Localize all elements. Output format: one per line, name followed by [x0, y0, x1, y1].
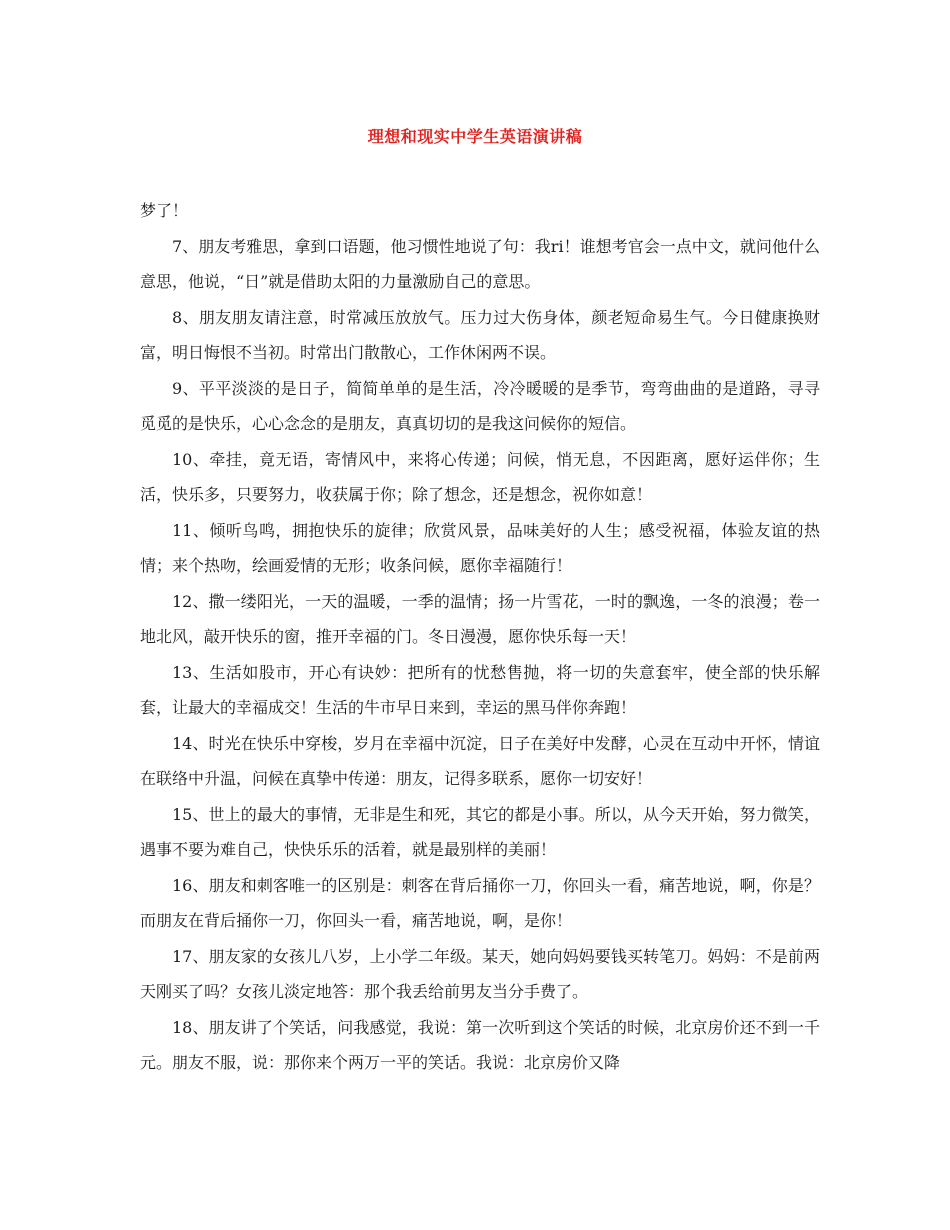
paragraph: 9、平平淡淡的是日子，简简单单的是生活，冷冷暖暖的是季节，弯弯曲曲的是道路，寻寻觅觅的是快乐，心心念念的是朋友，真真切切的是我这问候你的短信。 [140, 378, 820, 433]
paragraph: 18、朋友讲了个笑话，问我感觉，我说：第一次听到这个笑话的时候，北京房价还不到一千元。朋友不服，说：那你来个两万一平的笑话。我说：北京房价又降 [140, 1017, 820, 1072]
paragraph: 12、撒一缕阳光，一天的温暖，一季的温情；扬一片雪花，一时的飘逸，一冬的浪漫；卷一地北风，敲开快乐的窗，推开幸福的门。冬日漫漫，愿你快乐每一天！ [140, 591, 820, 646]
paragraph: 8、朋友朋友请注意，时常减压放放气。压力过大伤身体，颜老短命易生气。今日健康换财富，明日悔恨不当初。时常出门散散心，工作休闲两不误。 [140, 307, 820, 362]
paragraph: 15、世上的最大的事情，无非是生和死，其它的都是小事。所以，从今天开始，努力微笑，遇事不要为难自己，快快乐乐的活着，就是最别样的美丽！ [140, 804, 820, 859]
paragraph: 7、朋友考雅思，拿到口语题，他习惯性地说了句：我ri！谁想考官会一点中文，就问他什么意思，他说，“日”就是借助太阳的力量激励自己的意思。 [140, 236, 820, 291]
document-body [140, 193, 820, 1081]
paragraph: 梦了！ [140, 201, 189, 220]
paragraph: 11、倾听鸟鸣，拥抱快乐的旋律；欣赏风景，品味美好的人生；感受祝福，体验友谊的热情；来个热吻，绘画爱情的无形；收条问候，愿你幸福随行！ [140, 520, 820, 575]
paragraph: 13、生活如股市，开心有诀妙：把所有的忧愁售抛，将一切的失意套牢，使全部的快乐解套，让最大的幸福成交！生活的牛市早日来到，幸运的黑马伴你奔跑！ [140, 662, 820, 717]
paragraph: 10、牵挂，竟无语，寄情风中，来将心传递；问候，悄无息，不因距离，愿好运伴你；生活，快乐多，只要努力，收获属于你；除了想念，还是想念，祝你如意！ [140, 449, 820, 504]
paragraph: 14、时光在快乐中穿梭，岁月在幸福中沉淀，日子在美好中发酵，心灵在互动中开怀，情谊在联络中升温，问候在真挚中传递：朋友，记得多联系，愿你一切安好！ [140, 733, 820, 788]
document-title: 理想和现实中学生英语演讲稿 [367, 127, 583, 146]
paragraph: 16、朋友和刺客唯一的区别是：刺客在背后捅你一刀，你回头一看，痛苦地说，啊，你是？而朋友在背后捅你一刀，你回头一看，痛苦地说，啊，是你！ [140, 875, 820, 930]
paragraph: 17、朋友家的女孩儿八岁，上小学二年级。某天，她向妈妈要钱买转笔刀。妈妈：不是前两天刚买了吗？女孩儿淡定地答：那个我丢给前男友当分手费了。 [140, 946, 820, 1001]
